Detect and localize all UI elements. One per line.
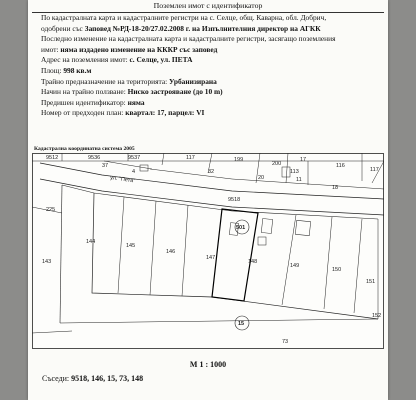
map-label: 9537 (128, 155, 141, 161)
parcel-label: 150 (332, 267, 342, 273)
previous-id-line: Предишен идентификатор: няма (41, 97, 145, 107)
map-label: 9512 (46, 155, 59, 161)
bottom-parcel-label: 15 (238, 321, 245, 327)
order-line: одобрени със Заповед №РД-18-20/27.02.2008 г. на Изпълнителния директор на АГКК (41, 23, 321, 33)
parcel-label: 144 (86, 239, 96, 245)
map-label: 200 (272, 161, 282, 167)
parcel-label: 151 (366, 279, 376, 285)
map-label: 117 (370, 167, 379, 173)
map-scale: М 1 : 1000 (189, 360, 227, 369)
parcel-label: 152 (372, 313, 382, 319)
parcel-label: 149 (290, 263, 300, 269)
neighbours-line: Съседи: 9518, 146, 15, 73, 148 (42, 374, 144, 383)
cadastral-map (32, 153, 384, 349)
parcel-label: 145 (126, 243, 136, 249)
parcel-label: 4 (132, 169, 136, 175)
parcel-label: 147 (206, 255, 216, 261)
parcel-label: 113 (290, 169, 299, 175)
map-label: 117 (186, 155, 195, 161)
parcel-label: 73 (282, 339, 289, 345)
document-sheet (28, 0, 388, 400)
cadastral-map-svg (32, 153, 384, 349)
parcel-label: 225 (46, 207, 56, 213)
street-label: ул. "Пета" (109, 175, 136, 185)
parcel-label: 143 (42, 259, 52, 265)
map-label: 9536 (88, 155, 101, 161)
parcel-label: 146 (166, 249, 176, 255)
address-line: Адрес на поземления имот: с. Селце, ул. ПЕТА (41, 55, 193, 65)
property-details (41, 13, 381, 119)
previous-plan-line: Номер от предходен план: квартал: 17, парцел: VI (41, 108, 205, 118)
map-frame (33, 154, 384, 349)
map-label: 199 (234, 157, 244, 163)
map-caption: Кадастрална координатна система 2005 (34, 146, 135, 152)
purpose-line: Трайно предназначение на територията: Урбанизирана (41, 76, 217, 86)
parcel-label: 18 (332, 185, 339, 191)
last-change-line: Последно изменение на кадастралната карта и кадастралните регистри, засягащо поземления (41, 34, 336, 44)
subject-parcel-label: 501 (236, 225, 246, 231)
area-line: Площ: 998 кв.м (41, 65, 92, 75)
document-title: Поземлен имот с идентификатор (153, 1, 263, 10)
parcel-label: 37 (102, 163, 109, 169)
usage-line: Начин на трайно ползване: Ниско застрояване (до 10 m) (41, 87, 223, 97)
parcel-label: 148 (248, 259, 258, 265)
map-label: 116 (336, 163, 345, 169)
parcel-label: 32 (208, 169, 215, 175)
last-change-value-line: имот: няма издадено изменение на КККР със заповед (41, 44, 218, 54)
parcel-label: 11 (296, 177, 302, 183)
street-id-label: 9518 (228, 197, 241, 203)
map-label: 17 (300, 157, 307, 163)
cadastre-line: По кадастралната карта и кадастралните регистри на с. Селце, общ. Каварна, обл. Добрич, (41, 13, 327, 22)
parcel-label: 20 (258, 175, 265, 181)
